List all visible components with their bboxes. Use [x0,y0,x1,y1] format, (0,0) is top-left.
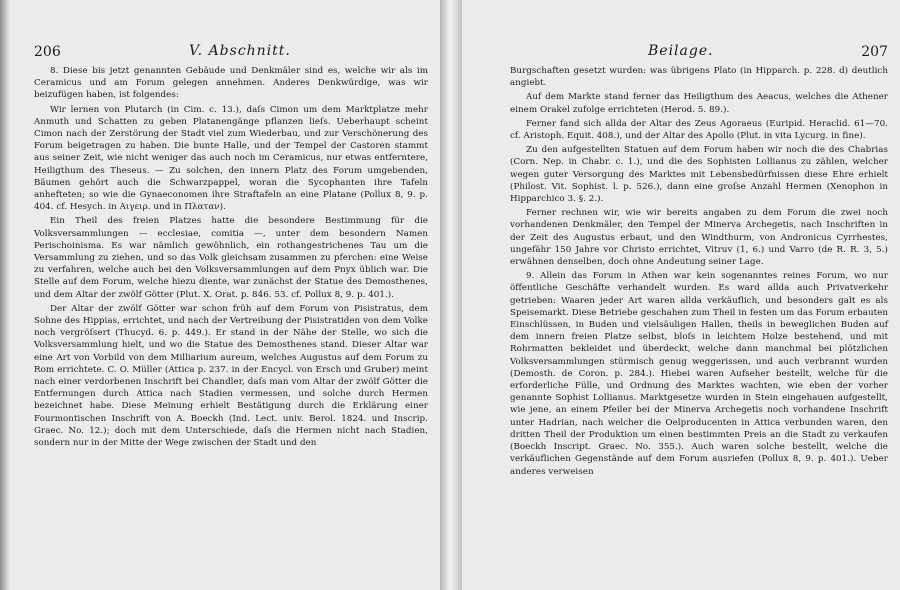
left-page-header [34,43,428,65]
paragraph: 8. Diese bis jetzt genannten Gebäude und Denkmäler sind es, welche wir als im Ceramicus und am Forum gelegen annehmen. Anderes Denkwürdige, was wir beizufügen haben, ist folgendes: [34,66,428,101]
page-number: 206 [34,44,61,60]
paragraph: 9. Allein das Forum in Athen war kein sogenanntes reines Forum, wo nur öffentliche Geschäfte verhandelt wurden. Es ward allda auch Privatverkehr getrieben: Waaren jeder Art waren allda verkäuflich, und besonders galt es als Speisemarkt. Diese Betriebe geschahen zum Theil in festen um das Forum erbauten Einschlüssen, in Buden und vielsäuligen Hallen, theils in beweglichen Buden auf dem innern freien Platze selbst, bloſs in leichtem Holze bestehend, und mit Rohrmatten bekleidet und überdeckt, welche dann manchmal bei plötzlichen Volksversammlungen stürmisch genug weggerissen, und auch verbrannt wurden (Demosth. de Coron. p. 284.). Hiebei waren Aufseher bestellt, welche für die erforderliche Fülle, und Ordnung des Marktes wachten, wie eben der vorher genannte Sophist Lollianus. Marktgesetze wurden in Stein eingehauen aufgestellt, wie jene, an einem Pfeiler bei der Minerva Archegetis noch vorhandene Inschrift unter Hadrian, nach welcher die Oelproducenten in Attica verbunden waren, den dritten Theil der Produktion um einen bestimmten Preis an die Stadt zu verkaufen (Boeckh Inscript. Graec. No. 355.). Auch waren solche bestellt, welche die verkäuflichen Gegenstände auf dem Forum ausriefen (Pollux 8, 9. p. 401.). Ueber anderes verweisen [510,271,888,477]
paragraph: Wir lernen von Plutarch (in Cim. c. 13.), daſs Cimon um dem Marktplatze mehr Anmuth und Schatten zu geben Platanengänge pflanzen lieſs. Ueberhaupt scheint Cimon nach der Zerstörung der Stadt viel zum Wiederbau, und zur Verschönerung des Forum beigetragen zu haben. Die bunte Halle, und der Tempel der Castoren stammt aus seiner Zeit, wie nicht weniger das auch noch im Ceramicus, nur etwas entferntere, Heiligthum des Theseus. — Zu solchen, den innern Platz des Forum umgebenden, Bäumen gehört auch die Schwarzpappel, woran die Sycophanten ihre Tafeln anhefteten; so wie die Gynaeconomen ihre Straftafeln an eine Platane (Pollux 8, 9. p. 404. cf. Hesych. in Αιγειρ. und in Πλαταν). [34,104,428,213]
paragraph: Ferner fand sich allda der Altar des Zeus Agoraeus (Euripid. Heraclid. 61—70. cf. Aristoph. Equit. 408.), und der Altar des Apollo (Plut. in vita Lycurg. in fine). [510,118,888,142]
running-head: V. Abschnitt. [189,43,291,59]
right-page-body [510,65,888,478]
page-number: 207 [861,44,888,60]
scan-edge-shadow [0,0,10,590]
book-gutter [440,0,462,590]
paragraph: Der Altar der zwölf Götter war schon früh auf dem Forum von Pisistratus, dem Sohne des Hippias, errichtet, und nach der Vertreibung der Pisistratiden von dem Volke noch vergröſsert (Thucyd. 6. p. 449.). Er stand in der Nähe der Stelle, wo sich die Volksversammlung hielt, und wo die Statue des Demosthenes stand. Dieser Altar war eine Art von Vorbild von dem Milliarium aureum, welches Augustus auf dem Forum zu Rom errichtete. C. O. Müller (Attica p. 237. in der Encycl. von Ersch und Gruber) meint nach einer verdorbenen Inschrift bei Chandler, daſs man vom Altar der zwölf Götter die Entfernungen durch Attica nach Stadien vermessen, und solche durch Hermen bezeichnet habe. Diese Meinung erhielt Bestätigung durch die Erklärung einer Fourmontischen Inschrift von A. Boeckh (Ind. Lect. univ. Berol. 1824. und Inscrip. Graec. No. 12.); doch mit dem Unterschiede, daſs die Hermen nicht nach Stadien, sondern nur in der Mitte der Wege zwischen der Stadt und den [34,303,428,449]
paragraph: Burgschaften gesetzt wurden: was übrigens Plato (in Hipparch. p. 228. d) deutlich angiebt. [510,66,888,89]
left-page [0,0,440,590]
paragraph: Ein Theil des freien Platzes hatte die besondere Bestimmung für die Volksversammlungen — ecclesiae, comitia —, unter dem besondern Namen Perischoinisma. Es war nämlich gewöhnlich, ein rothangestrichenes Tau um die Versammlung zu ziehen, und so das Volk gleichsam zusammen zu pferchen: eine Weise zu verfahren, welche auch bei den Volksversammlungen auf dem Pnyx üblich war. Die Stelle auf dem Forum, welche hiezu diente, war zunächst der Statue des Demosthenes, und dem Altar der zwölf Götter (Plut. X. Orat. p. 846. 53. cf. Pollux 8, 9. p. 401.). [34,216,428,300]
running-head: Beilage. [648,43,714,59]
paragraph: Auf dem Markte stand ferner das Heiligthum des Aeacus, welches die Athener einem Orakel zufolge errichteten (Herod. 5. 89.). [510,92,888,115]
paragraph: Zu den aufgestellten Statuen auf dem Forum haben wir noch die des Chabrias (Corn. Nep. in Chabr. c. 1.), und die des Sophisten Lollianus zu zählen, welcher wegen guter Versorgung des Marktes mit Lebensbedürfnissen diese Ehre erhielt (Philost. Vit. Sophist. l. p. 526.), dann eine groſse Anzahl Hermen (Xenophon in Hipparchico 3. §. 2.). [510,145,888,205]
left-page-body [34,65,428,449]
paragraph: Ferner rechnen wir, wie wir bereits angaben zu dem Forum die zwei noch vorhandenen Denkmäler, den Tempel der Minerva Archegetis, nach Inschriften in der Zeit des Augustus erbaut, und den Windthurm, von Andronicus Cyrrhestes, ungefähr 150 Jahre vor Christo errichtet, Vitruv (1, 6.) und Varro (de R. R. 3, 5.) erwähnen denselben, doch ohne Andeutung seiner Lage. [510,208,888,268]
right-page [462,0,900,590]
right-page-header [510,43,888,65]
